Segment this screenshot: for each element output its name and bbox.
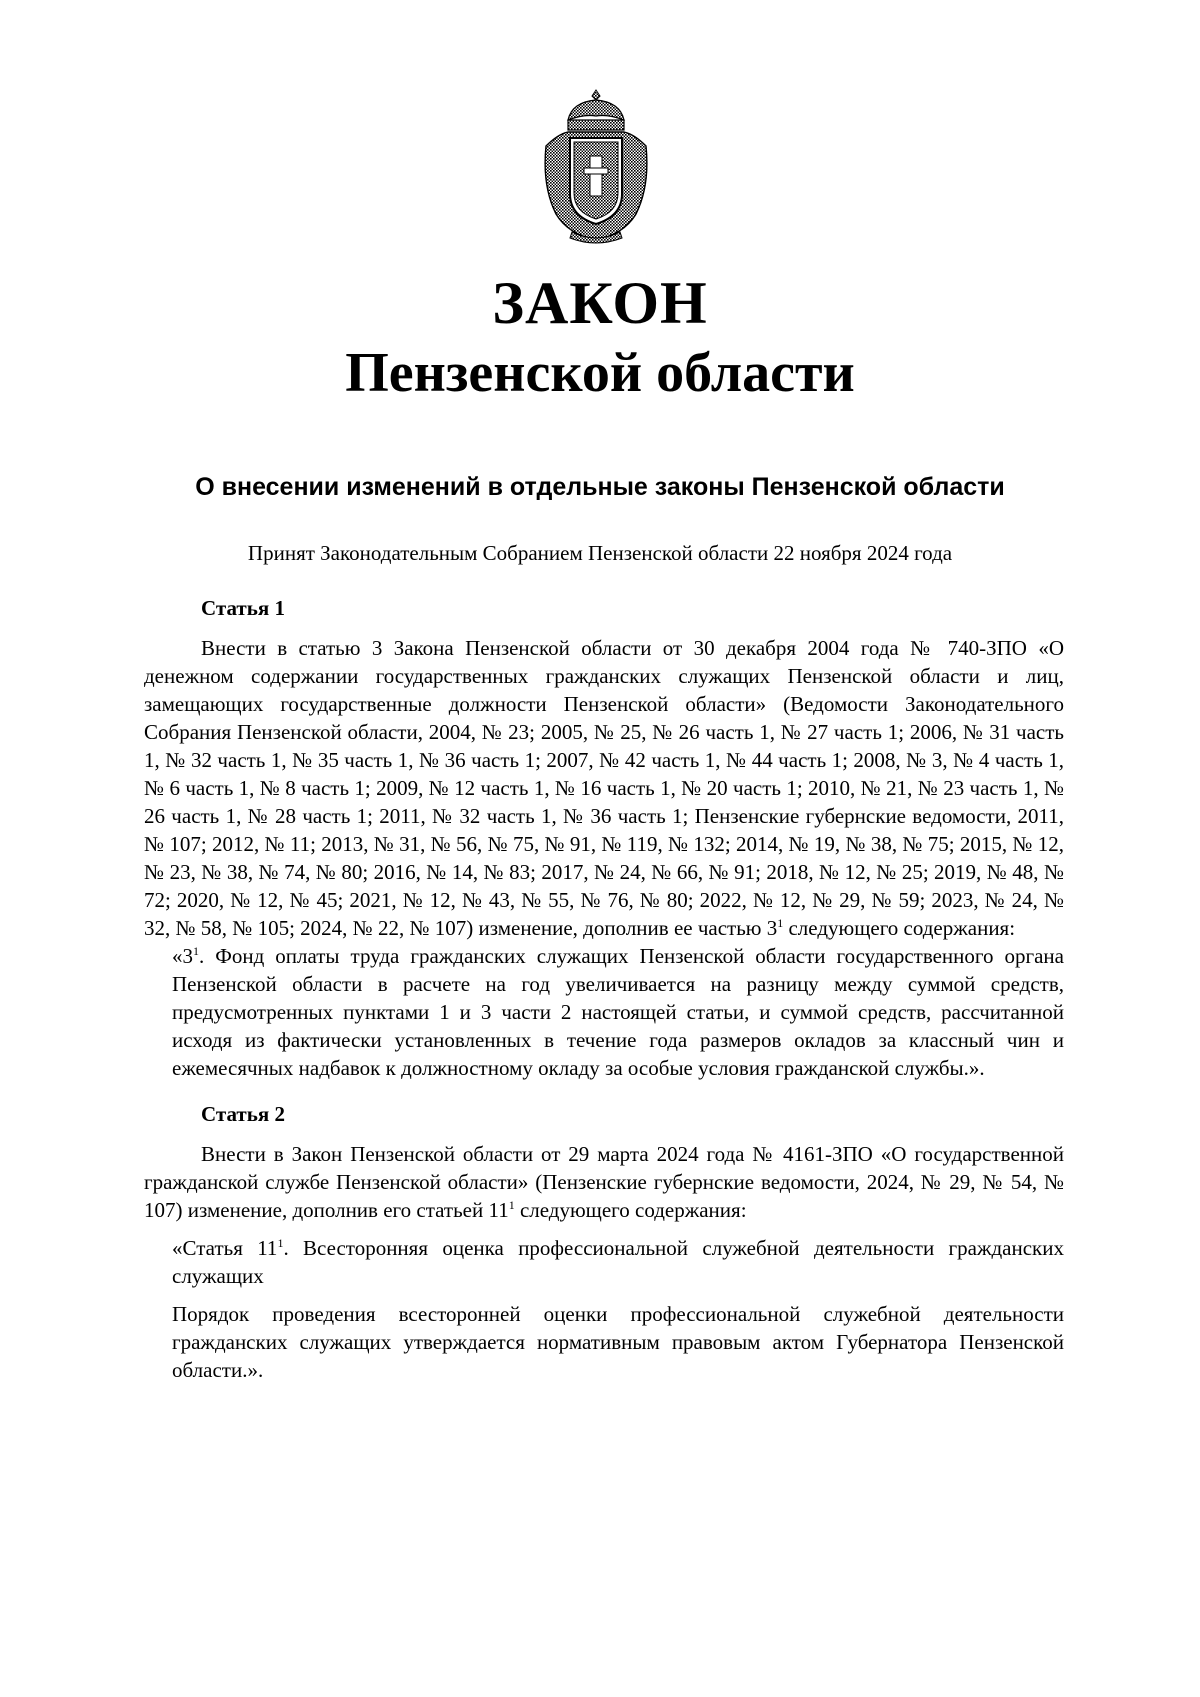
article-1-sup: 1 [777, 916, 784, 930]
article-1-quote-text: . Фонд оплаты труда гражданских служащих Пензенской области государственного органа Пензенской области в расчете на год увеличивается на разницу между суммой средств, предусмотренных пунктами 1 и 3 части 2 настоящей статьи, и суммой средств, рассчитанной исходя из фактически установленных в течение года размеров окладов за классный чин и ежемесячных надбавок к должностному окладу за особые условия гражданской службы.». [172, 944, 1064, 1080]
law-title: ЗАКОН [492, 270, 708, 336]
article-2-text-end: следующего содержания: [514, 1198, 747, 1222]
article-2-paragraph [144, 1140, 1064, 1224]
article-2-quote-title [144, 1234, 1064, 1290]
pensa-coat-of-arms-icon [538, 86, 654, 246]
article-1-quote-prefix: «3 [172, 944, 193, 968]
article-2-sup: 1 [508, 1198, 515, 1212]
article-1-paragraph [144, 634, 1064, 942]
law-region-title: Пензенской области [345, 342, 855, 404]
article-1-quote-sup: 1 [193, 944, 199, 958]
article-2-heading: Статья 2 [201, 1102, 285, 1126]
article-2-text: Внести в Закон Пензенской области от 29 марта 2024 года № 4161-ЗПО «О государственной гражданской службе Пензенской области» (Пензенские губернские ведомости, 2024, № 29, № 54, № 107) изменение, дополнив его статьей 11 [144, 1142, 1064, 1222]
law-body [144, 592, 1064, 1384]
article-2-quote-heading: . Всесторонняя оценка профессиональной служебной деятельности гражданских служащих [172, 1236, 1064, 1288]
law-subtitle: О внесении изменений в отдельные законы Пензенской области [195, 473, 1005, 501]
adoption-note: Принят Законодательным Собранием Пензенской области 22 ноября 2024 года [247, 541, 953, 565]
article-2-quote-prefix: «Статья 11 [172, 1236, 278, 1260]
article-1-text: Внести в статью 3 Закона Пензенской области от 30 декабря 2004 года № 740-ЗПО «О денежном содержании государственных гражданских служащих Пензенской области и лиц, замещающих государственные должности Пензенской области» (Ведомости Законодательного Собрания Пензенской области, 2004, № 23; 2005, № 25, № 26 часть 1, № 27 часть 1; 2006, № 31 часть 1, № 32 часть 1, № 35 часть 1, № 36 часть 1; 2007, № 42 часть 1, № 44 часть 1; 2008, № 3, № 4 часть 1, № 6 часть 1, № 8 часть 1; 2009, № 12 часть 1, № 16 часть 1, № 20 часть 1; 2010, № 21, № 23 часть 1, № 26 часть 1, № 28 часть 1; 2011, № 32 часть 1, № 36 часть 1; Пензенские губернские ведомости, 2011, № 107; 2012, № 11; 2013, № 31, № 56, № 75, № 91, № 119, № 132; 2014, № 19, № 38, № 75; 2015, № 12, № 23, № 38, № 74, № 80; 2016, № 14, № 83; 2017, № 24, № 66, № 91; 2018, № 12, № 25; 2019, № 48, № 72; 2020, № 12, № 45; 2021, № 12, № 43, № 55, № 76, № 80; 2022, № 12, № 29, № 59; 2023, № 24, № 32, № 58, № 105; 2024, № 22, № 107) изменение, дополнив ее частью 3 [144, 636, 1064, 940]
article-1-text-end: следующего содержания: [783, 916, 1016, 940]
article-2-quote-sup: 1 [277, 1236, 284, 1250]
article-1-heading: Статья 1 [201, 596, 285, 620]
article-1-quote [144, 942, 1064, 1082]
article-2-quote-body: Порядок проведения всесторонней оценки профессиональной служебной деятельности гражданских служащих утверждается нормативным правовым актом Губернатора Пензенской области.». [172, 1302, 1064, 1382]
